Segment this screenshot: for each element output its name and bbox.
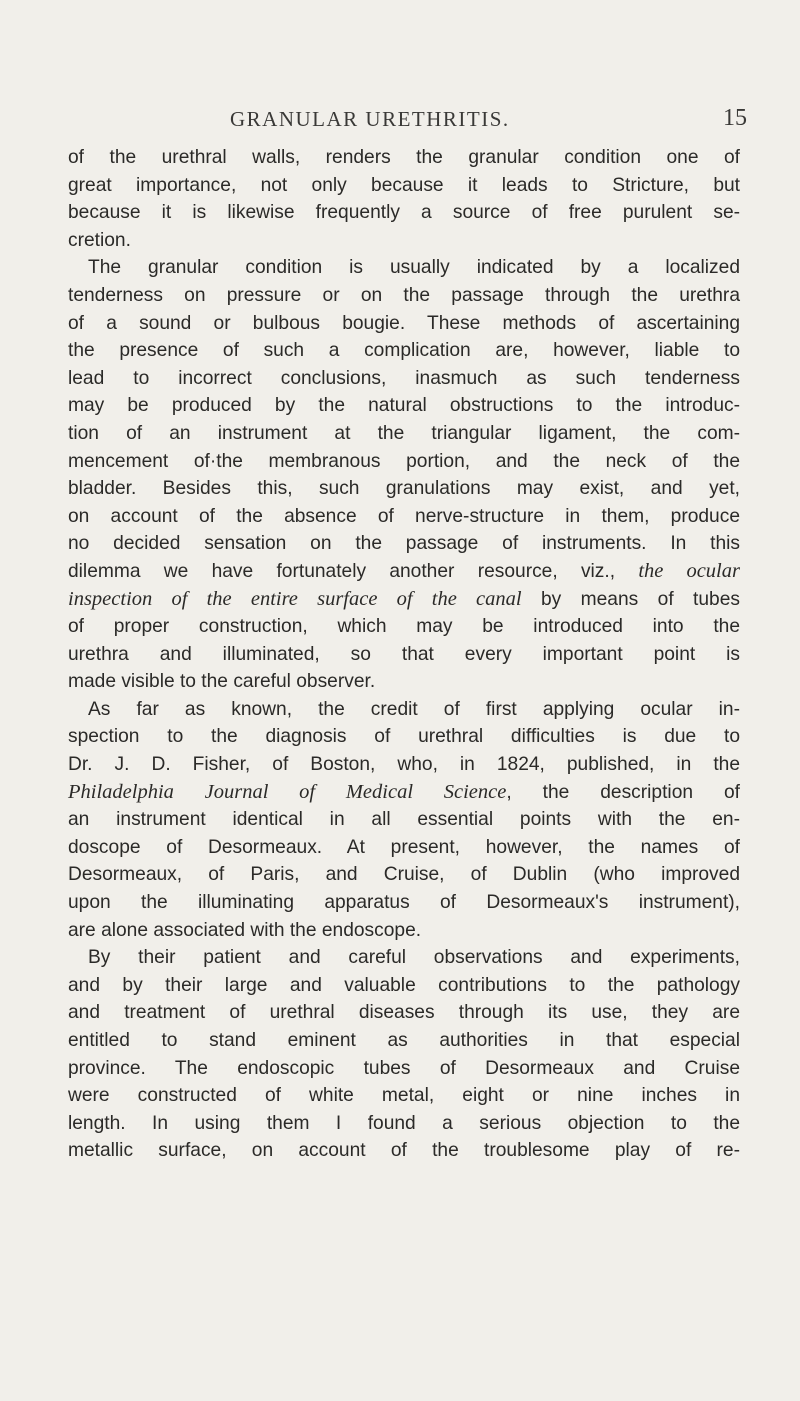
text-line: and by their large and valuable contributions to the pathology: [68, 974, 740, 996]
text-line: Dr. J. D. Fisher, of Boston, who, in 1824, published, in the: [68, 754, 740, 776]
text-line: are alone associated with the endoscope.: [68, 919, 422, 941]
text-line: were constructed of white metal, eight or nine inches in: [68, 1085, 740, 1107]
text-line: By their patient and careful observations and experiments,: [88, 947, 740, 969]
text-line: tion of an instrument at the triangular ligament, the com-: [68, 422, 740, 444]
text-line: no decided sensation on the passage of instruments. In this: [68, 533, 740, 555]
text-line: and treatment of urethral diseases through its use, they are: [68, 1002, 740, 1024]
text-line: spection to the diagnosis of urethral difficulties is due to: [68, 726, 740, 748]
text-line: great importance, not only because it leads to Stricture, but: [68, 174, 740, 196]
text-line: of a sound or bulbous bougie. These methods of ascertaining: [68, 312, 740, 334]
running-title: GRANULAR URETHRITIS.: [230, 107, 510, 131]
text-line: [68, 558, 740, 586]
text-line: the presence of such a complication are, however, liable to: [68, 340, 740, 362]
text-line: mencement of·the membranous portion, and the neck of the: [68, 450, 740, 472]
text-line: The granular condition is usually indicated by a localized: [88, 257, 740, 279]
text-line: may be produced by the natural obstructions to the introduc-: [68, 395, 740, 417]
text-segment: , the description of: [506, 781, 740, 803]
text-line: length. In using them I found a serious objection to the: [68, 1112, 740, 1134]
text-line: entitled to stand eminent as authorities in that especial: [68, 1030, 740, 1051]
text-line: bladder. Besides this, such granulations may exist, and yet,: [68, 478, 740, 500]
text-line: metallic surface, on account of the troublesome play of re-: [68, 1140, 740, 1162]
text-line: because it is likewise frequently a source of free purulent se-: [68, 202, 740, 224]
italic-phrase: the ocular: [638, 559, 740, 582]
text-line: [68, 586, 740, 614]
italic-phrase: inspection of the entire surface of the canal: [68, 587, 522, 610]
text-line: tenderness on pressure or on the passage through the urethra: [68, 284, 740, 306]
text-segment: dilemma we have fortunately another resource, viz.,: [68, 560, 639, 582]
text-line: cretion.: [68, 229, 131, 251]
page-number: 15: [723, 105, 747, 131]
body-text: [68, 144, 740, 1165]
text-line: doscope of Desormeaux. At present, however, the names of: [68, 836, 740, 858]
text-line: [68, 779, 740, 807]
text-line: an instrument identical in all essential points with the en-: [68, 809, 740, 831]
text-line: on account of the absence of nerve-structure in them, produce: [68, 505, 740, 527]
text-line: made visible to the careful observer.: [68, 671, 376, 693]
text-line: of proper construction, which may be introduced into the: [68, 616, 740, 638]
italic-phrase: Philadelphia Journal of Medical Science: [68, 780, 507, 803]
running-header: [0, 107, 800, 137]
text-line: lead to incorrect conclusions, inasmuch as such tenderness: [68, 367, 740, 389]
text-line: urethra and illuminated, so that every important point is: [68, 643, 740, 665]
text-segment: by means of tubes: [521, 588, 740, 610]
text-line: As far as known, the credit of first applying ocular in-: [88, 698, 740, 720]
text-line: upon the illuminating apparatus of Desormeaux's instrument),: [68, 892, 740, 914]
text-line: Desormeaux, of Paris, and Cruise, of Dublin (who improved: [68, 864, 740, 886]
text-line: of the urethral walls, renders the granular condition one of: [68, 147, 740, 168]
text-line: province. The endoscopic tubes of Desormeaux and Cruise: [68, 1057, 740, 1079]
